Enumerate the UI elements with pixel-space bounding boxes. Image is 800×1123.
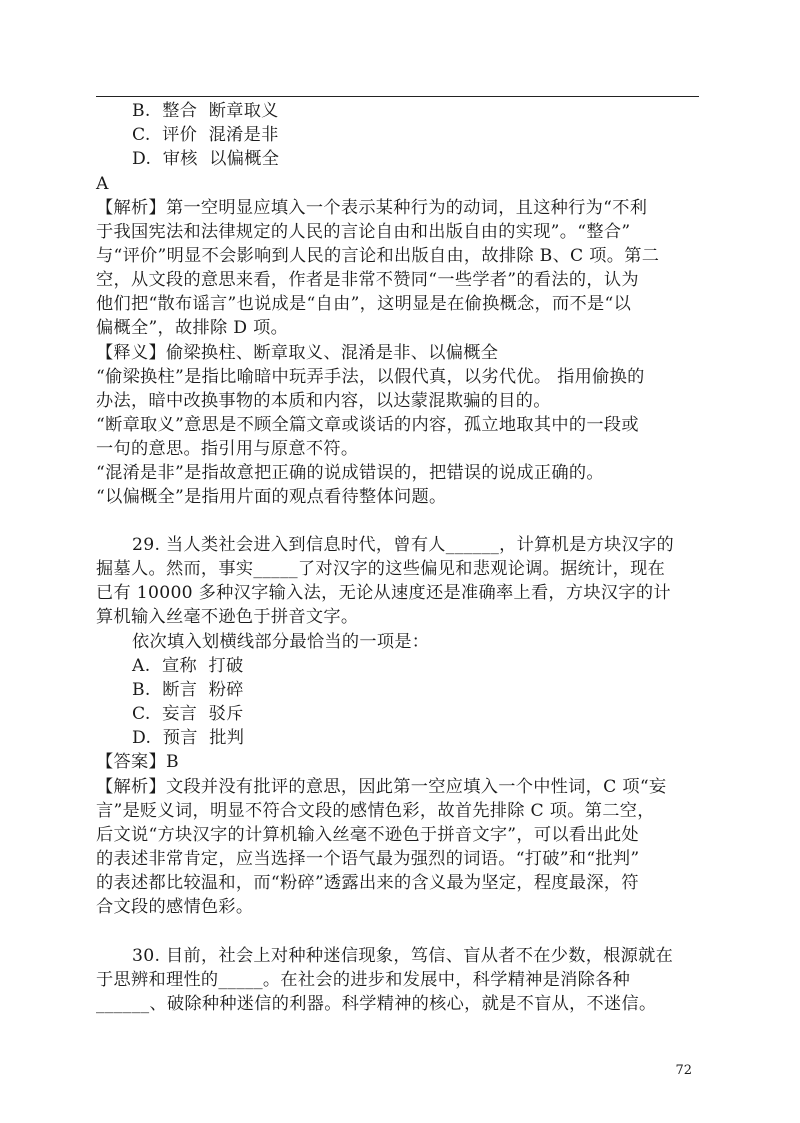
q29-option-a: A. 宣称 打破 xyxy=(132,656,244,676)
q28-option-d: D. 审核 以偏概全 xyxy=(132,149,280,169)
q28-definition-line: “以偏概全”是指用片面的观点看待整体问题。 xyxy=(96,487,447,507)
q28-definition-line: “偷梁换柱”是指比喻暗中玩弄手法，以假代真，以劣代优。 指用偷换的 xyxy=(96,367,645,387)
q30-question-line: 于思辨和理性的_____。在社会的进步和发展中，科学精神是消除各种 xyxy=(96,970,631,990)
q28-definition-line: 办法，暗中改换事物的本质和内容，以达蒙混欺骗的目的。 xyxy=(96,391,551,411)
q28-definition-line: 【释义】偷梁换柱、断章取义、混淆是非、以偏概全 xyxy=(96,343,499,363)
q29-analysis-line: 合文段的感情色彩。 xyxy=(96,897,254,917)
q29-question-line: 已有 10000 多种汉字输入法，无论从速度还是准确率上看，方块汉字的计 xyxy=(96,583,671,603)
q29-question-line: 算机输入丝毫不逊色于拼音文字。 xyxy=(96,607,359,627)
q29-answer: 【答案】B xyxy=(96,752,179,772)
q28-analysis-line: 他们把“散布谣言”也说成是“自由”，这明显是在偷换概念，而不是“以 xyxy=(96,294,632,314)
q29-prompt: 依次填入划横线部分最恰当的一项是： xyxy=(132,632,430,652)
header-rule xyxy=(96,96,699,97)
q28-analysis-line: 偏概全”，故排除 D 项。 xyxy=(96,318,289,338)
q28-option-b: B. 整合 断章取义 xyxy=(132,101,279,121)
q28-option-c: C. 评价 混淆是非 xyxy=(132,125,279,145)
q28-analysis-line: 空，从文段的意思来看，作者是非常不赞同“一些学者”的看法的，认为 xyxy=(96,270,639,290)
page-number: 72 xyxy=(675,1063,692,1078)
q29-option-b: B. 断言 粉碎 xyxy=(132,680,244,700)
q29-analysis-line: 【解析】文段并没有批评的意思，因此第一空应填入一个中性词，C 项“妄 xyxy=(96,777,667,797)
q28-analysis-line: 与“评价”明显不会影响到人民的言论和出版自由，故排除 B、C 项。第二 xyxy=(96,246,660,266)
q30-question-line: 30. 目前，社会上对种种迷信现象，笃信、盲从者不在少数，根源就在 xyxy=(132,946,674,966)
q29-option-c: C. 妄言 驳斥 xyxy=(132,704,244,724)
q28-answer: A xyxy=(96,174,109,194)
q29-analysis-line: 言”是贬义词，明显不符合文段的感情色彩，故首先排除 C 项。第二空， xyxy=(96,801,655,821)
q29-analysis-line: 的表述都比较温和，而“粉碎”透露出来的含义最为坚定，程度最深，符 xyxy=(96,873,639,893)
q28-analysis-line: 于我国宪法和法律规定的人民的言论自由和出版自由的实现”。“整合” xyxy=(96,222,631,242)
q28-analysis-line: 【解析】第一空明显应填入一个表示某种行为的动词，且这种行为“不利 xyxy=(96,198,648,218)
q29-question-line: 掘墓人。然而，事实_____了对汉字的这些偏见和悲观论调。据统计，现在 xyxy=(96,559,666,579)
q29-option-d: D. 预言 批判 xyxy=(132,728,245,748)
q29-analysis-line: 的表述非常肯定，应当选择一个语气最为强烈的词语。“打破”和“批判” xyxy=(96,849,640,869)
q28-definition-line: 一句的意思。指引用与原意不符。 xyxy=(96,439,359,459)
q29-question-line: 29. 当人类社会进入到信息时代，曾有人______，计算机是方块汉字的 xyxy=(132,535,675,555)
q28-definition-line: “混淆是非”是指故意把正确的说成错误的，把错误的说成正确的。 xyxy=(96,463,604,483)
q28-definition-line: “断章取义”意思是不顾全篇文章或谈话的内容，孤立地取其中的一段或 xyxy=(96,415,639,435)
q29-analysis-line: 后文说“方块汉字的计算机输入丝毫不逊色于拼音文字”，可以看出此处 xyxy=(96,825,639,845)
q30-question-line: ______、破除种种迷信的利器。科学精神的核心，就是不盲从，不迷信。 xyxy=(96,994,657,1014)
